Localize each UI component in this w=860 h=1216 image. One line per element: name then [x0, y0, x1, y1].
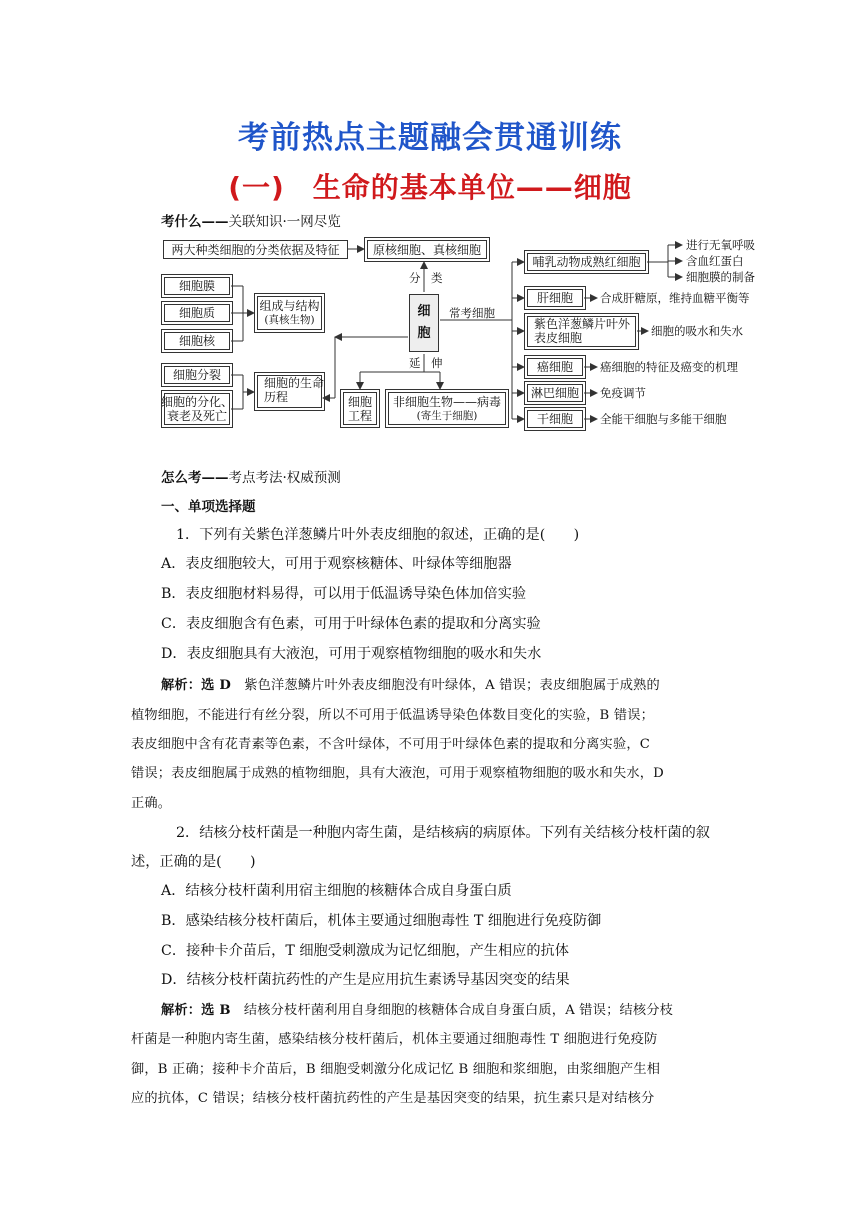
- note-onion: 细胞的吸水和失水: [651, 324, 743, 338]
- q1-analysis-line4: 错误；表皮细胞属于成熟的植物细胞，具有大液泡，可用于观察植物细胞的吸水和失水，D: [131, 766, 664, 781]
- q2-analysis-line4: 应的抗体，C 错误；结核分枝杆菌抗药性的产生是基因突变的结果，抗生素只是对结核分: [131, 1091, 655, 1106]
- q1-analysis-line2: 植物细胞，不能进行有丝分裂，所以不可用于低温诱导染色体数目变化的实验，B 错误；: [131, 708, 655, 723]
- q1-option-a: A．表皮细胞较大，可用于观察核糖体、叶绿体等细胞器: [161, 556, 512, 572]
- label-yan: 延: [409, 356, 421, 370]
- box-cell-engineering: [343, 392, 377, 425]
- note-anaerobic: 进行无氧呼吸: [686, 238, 755, 252]
- box-classification-basis: 两大种类细胞的分类依据及特征: [163, 240, 348, 259]
- page-title: 考前热点主题融会贯通训练: [238, 120, 622, 156]
- box-cell-division: 细胞分裂: [164, 366, 230, 384]
- part-heading: 一、单项选择题: [161, 499, 256, 515]
- q2-stem-line2: 述，正确的是( ): [131, 854, 256, 870]
- box-eng-line1: 细胞: [347, 394, 372, 409]
- box-diff-line1: 细胞的分化、: [161, 395, 234, 409]
- label-common-cells: 常考细胞: [449, 306, 495, 320]
- section-how-label: 怎么考——: [161, 470, 229, 486]
- section-what-label: 考什么——: [161, 214, 229, 230]
- q2-analysis-line3: 御，B 正确；接种卡介苗后，B 细胞受刺激分化成记忆 B 细胞和浆细胞，由浆细胞产生相: [131, 1062, 661, 1077]
- q2-option-b: B．感染结核分枝杆菌后，机体主要通过细胞毒性 T 细胞进行免疫防御: [161, 913, 602, 929]
- q2-option-a: A．结核分枝杆菌利用宿主细胞的核糖体合成自身蛋白质: [161, 883, 512, 899]
- subtitle-number: (一): [228, 171, 285, 204]
- box-cell-center: [409, 294, 439, 352]
- note-hemoglobin: 含血红蛋白: [686, 254, 744, 268]
- box-diff-line2: 衰老及死亡: [166, 409, 227, 423]
- section-what-sub: 关联知识·一网尽览: [228, 214, 341, 230]
- q2-option-d: D．结核分枝杆菌抗药性的产生是应用抗生素诱导基因突变的结果: [161, 972, 570, 988]
- box-structure-line2: (真核生物): [264, 314, 315, 326]
- q1-analysis-line3: 表皮细胞中含有花青素等色素，不含叶绿体，不可用于叶绿体色素的提取和分离实验，C: [131, 737, 651, 752]
- box-cancer: 癌细胞: [527, 358, 583, 376]
- q1-analysis-choice: 选 D: [201, 678, 231, 693]
- box-rbc: 哺乳动物成熟红细胞: [527, 253, 646, 271]
- label-shen: 伸: [431, 356, 443, 370]
- box-life-line1: 细胞的生命: [264, 376, 325, 390]
- q1-option-c: C．表皮细胞含有色素，可用于叶绿体色素的提取和分离实验: [161, 616, 541, 632]
- q1-option-d: D．表皮细胞具有大液泡，可用于观察植物细胞的吸水和失水: [161, 646, 542, 662]
- center-char-2: 胞: [417, 326, 431, 341]
- box-liver: 肝细胞: [527, 289, 583, 307]
- q1-stem: 1．下列有关紫色洋葱鳞片叶外表皮细胞的叙述，正确的是( ): [176, 527, 580, 543]
- note-lymph: 免疫调节: [600, 386, 646, 400]
- box-life-history: [257, 375, 325, 408]
- q2-analysis-text-1: 结核分枝杆菌利用自身细胞的核糖体合成自身蛋白质，A 错误；结核分枝: [243, 1003, 674, 1018]
- note-cancer: 癌细胞的特征及癌变的机理: [600, 360, 738, 374]
- note-stem: 全能干细胞与多能干细胞: [600, 412, 727, 426]
- note-liver: 合成肝糖原，维持血糖平衡等: [600, 291, 750, 305]
- box-eng-line2: 工程: [347, 408, 372, 423]
- box-virus-line1: 非细胞生物——病毒: [392, 394, 501, 409]
- section-how-sub: 考点考法·权威预测: [228, 470, 341, 486]
- q1-analysis-label: 解析：: [161, 678, 202, 693]
- note-membrane-prep: 细胞膜的制备: [686, 270, 755, 284]
- box-differentiation: [161, 393, 234, 425]
- q2-analysis-line2: 杆菌是一种胞内寄生菌，感染结核分枝杆菌后，机体主要通过细胞毒性 T 细胞进行免疫防: [131, 1032, 658, 1047]
- box-onion-line1: 紫色洋葱鳞片叶外: [534, 317, 631, 331]
- box-nucleus: 细胞核: [164, 332, 230, 350]
- box-lymph: 淋巴细胞: [527, 384, 583, 402]
- box-structure: [257, 296, 322, 330]
- q1-analysis-text-1: 紫色洋葱鳞片叶外表皮细胞没有叶绿体，A 错误；表皮细胞属于成熟的: [244, 678, 660, 693]
- q2-analysis-label: 解析：: [161, 1003, 202, 1018]
- box-virus: [388, 392, 506, 425]
- box-life-line2: 历程: [264, 390, 289, 404]
- box-onion: [527, 316, 636, 347]
- q1-option-b: B．表皮细胞材料易得，可以用于低温诱导染色体加倍实验: [161, 586, 527, 602]
- q2-stem-line1: 2．结核分枝杆菌是一种胞内寄生菌，是结核病的病原体。下列有关结核分枝杆菌的叙: [176, 825, 710, 841]
- box-prokaryote-eukaryote: 原核细胞、真核细胞: [367, 240, 487, 259]
- subtitle-text: 生命的基本单位——细胞: [312, 171, 632, 204]
- box-cell-membrane: 细胞膜: [164, 277, 230, 295]
- label-fen: 分: [409, 271, 421, 285]
- q2-option-c: C．接种卡介苗后，T 细胞受刺激成为记忆细胞，产生相应的抗体: [161, 943, 569, 959]
- center-char-1: 细: [417, 304, 431, 319]
- box-structure-line1: 组成与结构: [259, 299, 320, 313]
- q1-analysis-line5: 正确。: [131, 796, 172, 811]
- section-how-heading: [161, 466, 341, 486]
- q2-analysis-choice: 选 B: [201, 1003, 231, 1018]
- q1-analysis-line1: [161, 674, 660, 693]
- box-virus-line2: (寄生于细胞): [416, 409, 478, 422]
- q2-analysis-line1: [161, 999, 673, 1018]
- box-onion-line2: 表皮细胞: [534, 331, 583, 345]
- label-lei: 类: [431, 271, 443, 285]
- box-stem: 干细胞: [527, 410, 583, 428]
- box-cytoplasm: 细胞质: [164, 304, 230, 322]
